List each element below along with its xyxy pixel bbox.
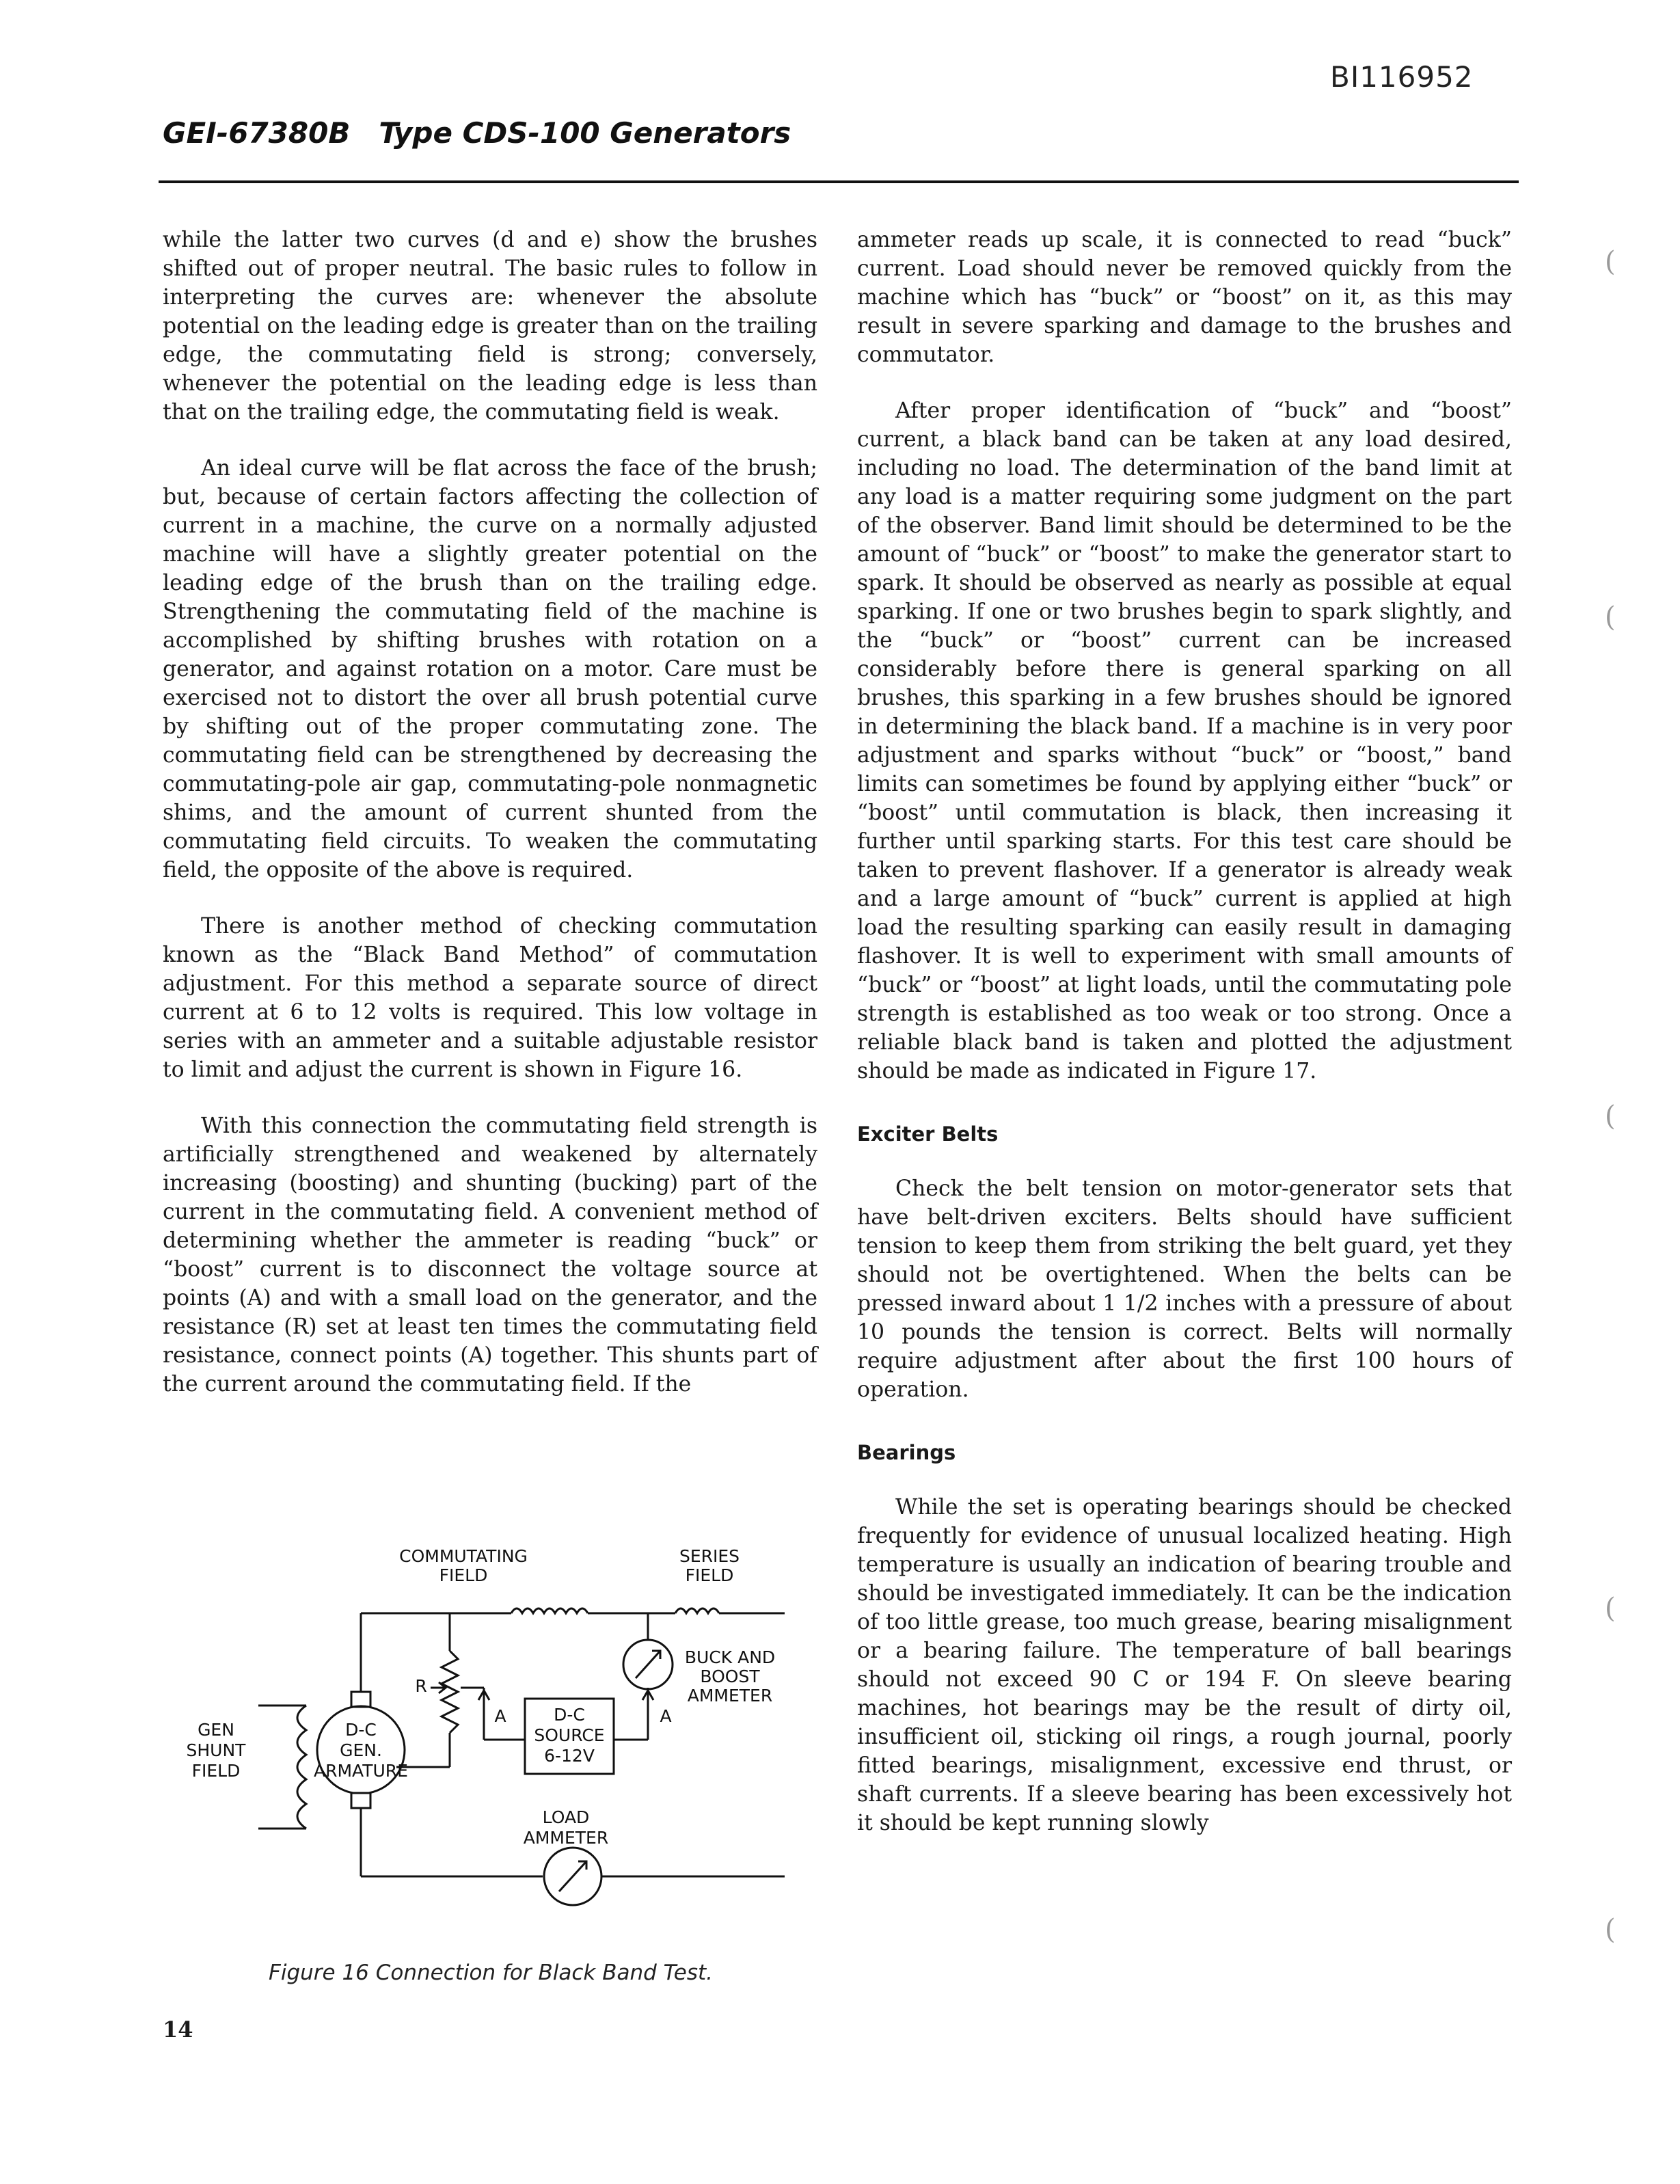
left-paragraph-4: With this connection the commutating field strength is artificially strengthened and weakened by alternately increasing (boosting) and shunting (bucking) part of the current in the commutating field. A convenient method of determining whether the ammeter is reading “buck” or “boost” current is to disconnect the voltage source at points (A) and with a small load on the generator, and the resistance (R) set at least ten times the commutating field resistance, connect points (A) together. This shunts part of the current around the commutating field. If the [163, 1114, 817, 1397]
right-paragraph-1: ammeter reads up scale, it is connected to read “buck” current. Load should never be removed quickly from the machine which has “buck” or “boost” on it, as this may result in severe sparking and damage to the brushes and commutator. [857, 228, 1512, 367]
right-column [857, 226, 1512, 1865]
binder-hole-mark: ( [1605, 1101, 1616, 1132]
doc-title: Type CDS-100 Generators [379, 116, 791, 150]
left-column [163, 226, 817, 1426]
label-buck-and: BUCK AND [684, 1647, 776, 1667]
binder-hole-mark: ( [1605, 1914, 1616, 1945]
label-armature: ARMATURE [314, 1761, 408, 1781]
left-paragraph-1: while the latter two curves (d and e) show the brushes shifted out of proper neutral. The basic rules to follow in interpreting the curves are: whenever the absolute potential on the leading edge is greater than on the trailing edge, the commutating field is strong; conversely, whenever the potential on the leading edge is less than that on the trailing edge, the commutating field is weak. [163, 228, 817, 424]
label-load-ammeter: AMMETER [523, 1828, 609, 1848]
page-number: 14 [163, 2017, 193, 2043]
label-commutating-field: FIELD [439, 1565, 488, 1585]
right-paragraph-2: After proper identification of “buck” and “boost” current, a black band can be taken at any load desired, including no load. The determination of the band limit at any load is a matter requiring some judgment on the part of the observer. Band limit should be determined to be the amount of “buck” or “boost” to make the generator start to spark. It should be observed as nearly as possible at equal sparking. If one or two brushes begin to spark slightly, and the “buck” or “boost” current can be increased considerably before there is general sparking on all brushes, this sparking in a few brushes should be ignored in determining the black band. If a machine is in very poor adjustment and sparks without “buck” or “boost,” band limits can sometimes be found by applying either “buck” or “boost” until commutation is black, then increasing it further until sparking starts. For this test care should be taken to prevent flashover. If a generator is already weak and a large amount of “buck” current is applied at high load the resulting sparking can easily result in damaging flashover. It is well to experiment with small amounts of “buck” or “boost” at light loads, until the commutating pole strength is established as too weak or too strong. Once a reliable black band is taken and plotted the adjustment should be made as indicated in Figure 17. [857, 399, 1512, 1083]
header-rule [159, 180, 1519, 183]
label-r: R [415, 1676, 427, 1696]
right-paragraph-4: While the set is operating bearings should be checked frequently for evidence of unusual localized heating. High temperature is usually an indication of bearing trouble and should be investigated immediately. It can be the indication of too little grease, too much grease, bearing misalignment or a bearing failure. The temperature of ball bearings should not exceed 90 C or 194 F. On sleeve bearing machines, hot bearings may be the result of dirty oil, insufficient oil, sticking oil rings, a rough journal, poorly fitted bearings, misalignment, excessive end thrust, or shaft currents. If a sleeve bearing has been excessively hot it should be kept running slowly [857, 1495, 1512, 1835]
label-shunt-field: FIELD [191, 1761, 241, 1781]
heading-bearings: Bearings [857, 1441, 956, 1464]
label-armature-gen: GEN. [340, 1740, 382, 1760]
label-a-left: A [494, 1706, 506, 1726]
binder-hole-mark: ( [1605, 1593, 1616, 1624]
left-paragraph-2: An ideal curve will be flat across the face of the brush; but, because of certain factors affecting the collection of current in a machine, the curve on a normally adjusted machine will have a slightly greater potential on the leading edge of the brush than on the trailing edge. Strengthening the commutating field of the machine is accomplished by shifting brushes with rotation on a generator, and against rotation on a motor. Care must be exercised not to distort the over all brush potential curve by shifting out of the proper commutating zone. The commutating field can be strengthened by decreasing the commutating-pole air gap, commutating-pole nonmagnetic shims, and the amount of current shunted from the commutating field circuits. To weaken the commutating field, the opposite of the above is required. [163, 456, 817, 882]
doc-number: GEI-67380B [163, 116, 351, 150]
label-voltage: 6-12V [544, 1746, 595, 1766]
figure-caption: Figure 16 Connection for Black Band Test. [269, 1960, 713, 1985]
left-paragraph-3: There is another method of checking commutation known as the “Black Band Method” of commutation adjustment. For this method a separate source of direct current at 6 to 12 volts is required. This low voltage in series with an ammeter and a suitable adjustable resistor to limit and adjust the current is shown in Figure 16. [163, 914, 817, 1082]
label-series: SERIES [679, 1546, 740, 1566]
label-commutating: COMMUTATING [399, 1546, 528, 1566]
label-series-field: FIELD [685, 1565, 734, 1585]
label-armature-dc: D-C [345, 1720, 377, 1740]
binder-hole-mark: ( [1605, 602, 1616, 633]
heading-exciter-belts: Exciter Belts [857, 1122, 999, 1146]
document-id: BI116952 [1330, 60, 1474, 94]
label-a-right: A [660, 1706, 672, 1726]
label-shunt: SHUNT [186, 1740, 246, 1760]
page-header [163, 116, 1530, 150]
label-ammeter: AMMETER [687, 1686, 773, 1706]
label-dc: D-C [554, 1705, 585, 1725]
label-boost: BOOST [700, 1667, 760, 1686]
right-paragraph-3: Check the belt tension on motor-generator sets that have belt-driven exciters. Belts should have sufficient tension to keep them from striking the belt guard, yet they should not be overtightened. When the belts can be pressed inward about 1 1/2 inches with a pressure of about 10 pounds the tension is correct. Belts will normally require adjustment after about the first 100 hours of operation. [857, 1176, 1512, 1402]
binder-hole-mark: ( [1605, 246, 1616, 278]
label-source: SOURCE [534, 1725, 605, 1745]
label-gen: GEN [198, 1720, 234, 1740]
figure-16-diagram [163, 1541, 819, 1952]
label-load: LOAD [542, 1807, 590, 1827]
